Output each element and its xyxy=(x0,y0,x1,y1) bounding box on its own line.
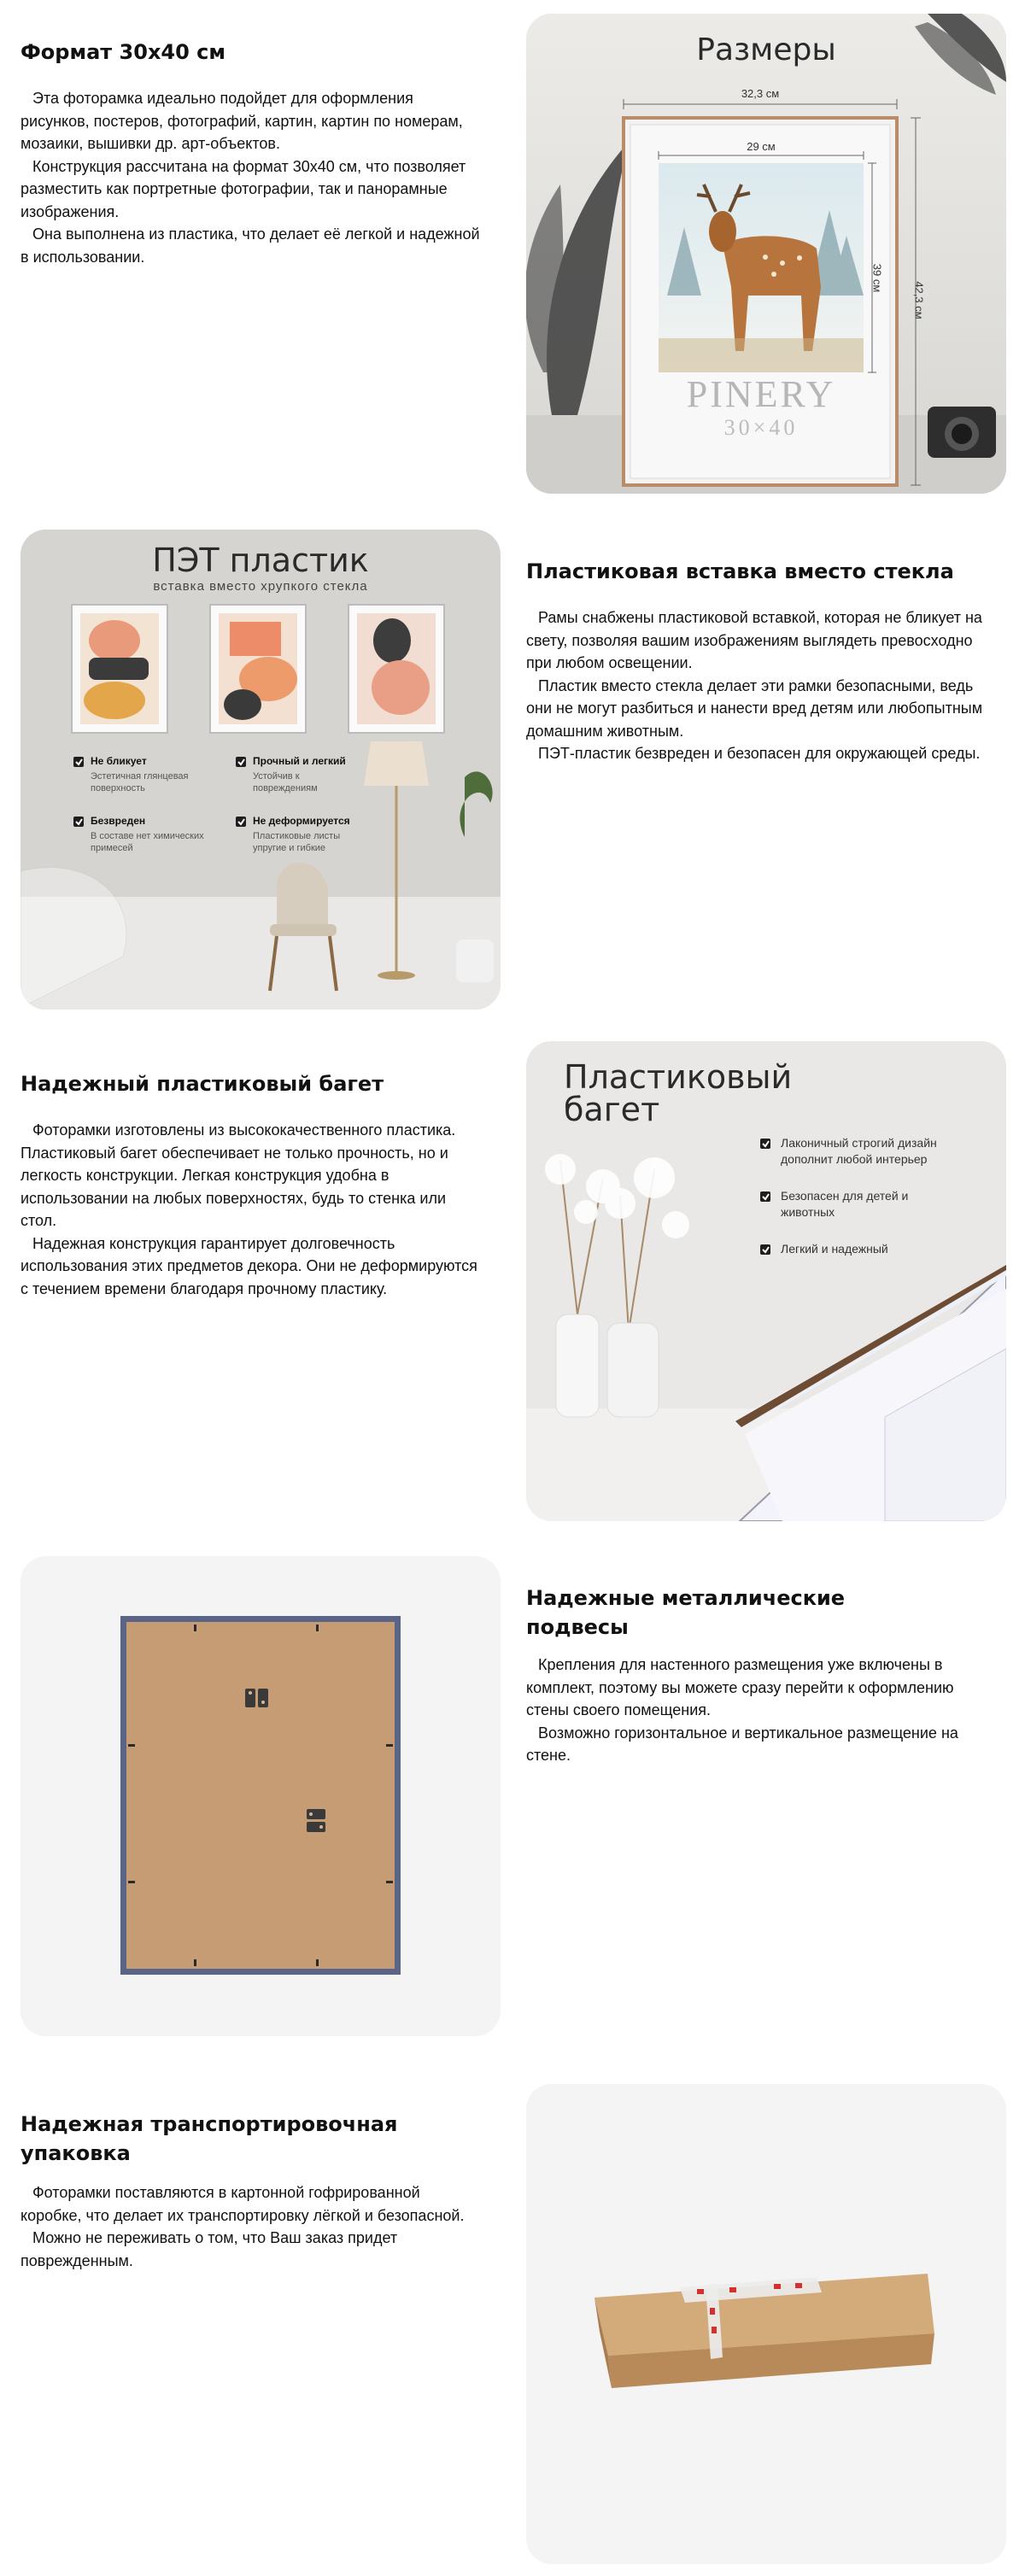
feature-title: Не бликует xyxy=(91,755,147,767)
painting xyxy=(210,605,306,733)
paragraph: Надежная конструкция гарантирует долговечность использования этих предметов декора. Они не деформируются с течением времени благодаря прочному пластику. xyxy=(20,1234,477,1297)
paragraph: Крепления для настенного размещения уже включены в комплект, поэтому вы можете сразу перейти к оформлению стены своего помещения. xyxy=(526,1656,954,1718)
section-title: Формат 30х40 см xyxy=(20,40,226,64)
check-text: Безопасен для детей и животных xyxy=(781,1189,909,1219)
section-title: Пластиковая вставка вместо стекла xyxy=(526,559,954,583)
section-packaging xyxy=(0,2070,1025,2576)
paragraph: Конструкция рассчитана на формат 30х40 см, что позволяет разместить как портретные фотографии, так и панорамные изображения. xyxy=(20,157,466,220)
frame-back-illustration xyxy=(20,1556,501,2036)
format-label: 30×40 xyxy=(723,415,799,440)
check-text: Легкий и надежный xyxy=(781,1242,888,1256)
check-text: Лаконичный строгий дизайн дополнит любой интерьер xyxy=(781,1136,937,1166)
image-heading: ПЭТ пластик xyxy=(152,542,369,579)
section-plastic-insert xyxy=(0,512,1025,1035)
image-subheading: вставка вместо хрупкого стекла xyxy=(153,579,368,594)
image-heading: багет xyxy=(564,1091,660,1128)
frame-back-image xyxy=(20,1556,501,2036)
feature-text: Устойчив к повреждениям xyxy=(253,771,318,793)
painting xyxy=(348,605,444,733)
section-metal-hangers xyxy=(0,1553,1025,2070)
baguette-image xyxy=(526,1041,1006,1521)
feature-title: Прочный и легкий xyxy=(253,755,346,767)
paragraph: Фоторамки поставляются в картонной гофрированной коробке, что делает их транспортировку лёгкой и безопасной. xyxy=(20,2184,465,2224)
package-illustration xyxy=(526,2084,1006,2564)
package-image xyxy=(526,2084,1006,2564)
paragraph: Фоторамки изготовлены из высококачественного пластика. Пластиковый багет обеспечивает не только прочность, но и легкость конструкции. Легкая конструкция удобна в использовании на любых поверхностях, будь то стенка или стол. xyxy=(20,1121,456,1229)
paragraph: Можно не переживать о том, что Ваш заказ придет поврежденным. xyxy=(20,2229,398,2269)
section-body xyxy=(526,1654,987,1767)
section-title: Надежный пластиковый багет xyxy=(20,1072,384,1096)
section-title: Надежные металлические подвесы xyxy=(526,1586,846,1639)
paragraph: ПЭТ-пластик безвреден и безопасен для окружающей среды. xyxy=(538,745,981,762)
painting xyxy=(72,605,167,733)
format-text xyxy=(20,38,482,268)
section-body xyxy=(20,2181,482,2272)
inner-height-label: 39 см xyxy=(870,263,884,293)
section-plastic-baguette xyxy=(0,1035,1025,1553)
image-heading: Размеры xyxy=(696,32,836,67)
baguette-text xyxy=(20,1069,482,1300)
hangers-text xyxy=(526,1584,987,1767)
inner-width-label: 29 см xyxy=(747,140,776,153)
section-body xyxy=(20,87,482,268)
section-title: Надежная транспортировочная упаковка xyxy=(20,2112,398,2165)
paragraph: Рамы снабжены пластиковой вставкой, которая не бликует на свету, позволяя вашим изображениям выглядеть превосходно при любом освещении. xyxy=(526,609,982,671)
paragraph: Возможно горизонтальное и вертикальное размещение на стене. xyxy=(526,1724,958,1764)
plastic-insert-text xyxy=(526,557,987,765)
feature-text: В составе нет химических примесей xyxy=(91,831,204,853)
paragraph: Пластик вместо стекла делает эти рамки безопасными, ведь они не могут разбиться и нанести вред детям или любопытным домашним животным. xyxy=(526,676,983,740)
feature-text: Эстетичная глянцевая поверхность xyxy=(91,771,189,793)
brand-label: PINERY xyxy=(686,373,836,415)
feature-title: Безвреден xyxy=(91,815,146,827)
pet-plastic-image xyxy=(20,530,501,1010)
section-body xyxy=(526,606,987,765)
paragraph: Она выполнена из пластика, что делает её легкой и надежной в использовании. xyxy=(20,225,480,266)
paragraph: Эта фоторамка идеально подойдет для оформления рисунков, постеров, фотографий, картин, картин по номерам, мозаики, вышивки др. арт-объектов. xyxy=(20,90,463,152)
outer-height-label: 42,3 см xyxy=(912,281,926,319)
outer-width-label: 32,3 см xyxy=(741,87,780,100)
image-heading: Пластиковый xyxy=(564,1058,793,1096)
feature-title: Не деформируется xyxy=(253,815,350,827)
section-body xyxy=(20,1119,482,1300)
section-format xyxy=(0,0,1025,512)
pet-illustration xyxy=(20,530,501,1010)
feature-text: Пластиковые листы упругие и гибкие xyxy=(253,831,341,853)
sizes-image xyxy=(526,14,1006,494)
packaging-text xyxy=(20,2110,482,2272)
